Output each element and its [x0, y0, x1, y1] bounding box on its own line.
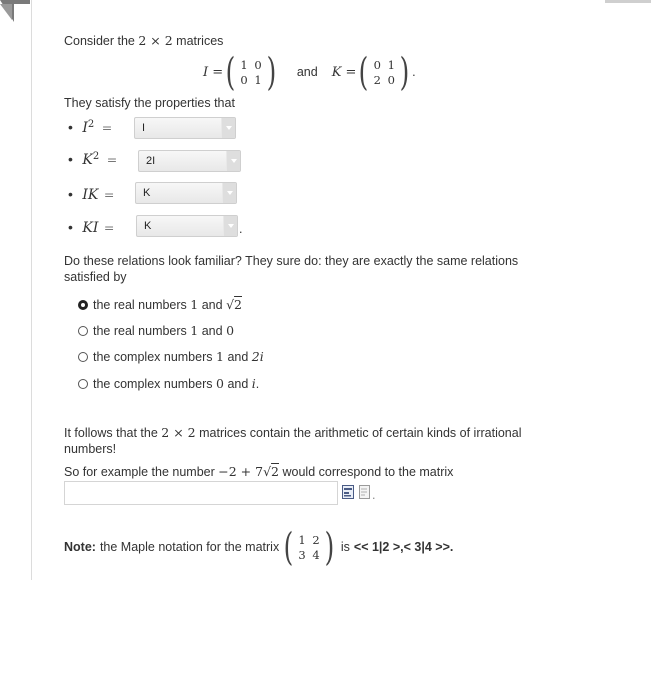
chevron-down-icon — [223, 216, 237, 236]
chevron-down-icon — [226, 151, 240, 171]
property-row-3: • IK = — [68, 186, 115, 203]
I-label: I = — [203, 64, 224, 80]
property-row-2: • $K^2$ = — [68, 151, 118, 169]
maple-notation: << 1|2 >,< 3|4 >>. — [353, 540, 454, 554]
and-word: and — [296, 65, 318, 79]
note-text: the Maple notation for the matrix — [99, 540, 280, 554]
intro-dims: 2 × 2 — [138, 33, 173, 48]
intro-prefix: Consider the — [64, 34, 135, 48]
preview-icon[interactable] — [359, 485, 371, 499]
property-2-select[interactable]: 2I — [138, 150, 241, 172]
chevron-down-icon — [221, 118, 235, 138]
option-2-label[interactable]: the real numbers 1 and 0 — [93, 323, 235, 338]
matrix-definitions — [203, 52, 416, 92]
question-line-1: Do these relations look familiar? They sure do: they are exactly the same relations — [64, 254, 519, 268]
option-2-radio[interactable] — [78, 326, 88, 336]
property-1-select[interactable]: I — [134, 117, 236, 139]
followup-line-2: numbers! — [64, 442, 117, 456]
chevron-down-icon — [222, 183, 236, 203]
corner-marker-icon — [0, 0, 30, 28]
properties-period: . — [239, 222, 243, 236]
property-4-select[interactable]: K — [136, 215, 238, 237]
note-matrix: ( 1 2 3 4 ) — [283, 525, 335, 569]
matrix-answer-input[interactable] — [64, 481, 338, 505]
option-4-label[interactable]: the complex numbers 0 and i. — [93, 376, 260, 391]
note-label: Note: — [64, 540, 96, 554]
option-3-radio[interactable] — [78, 352, 88, 362]
intro-suffix: matrices — [176, 34, 224, 48]
note-is-word: is — [340, 540, 350, 554]
K-label: K = — [331, 64, 357, 80]
preview-dot: . — [372, 488, 376, 502]
top-right-bar — [605, 0, 651, 3]
intro-period: . — [412, 65, 416, 79]
option-1-radio[interactable] — [78, 300, 88, 310]
K-matrix: ( 0 1 2 0 ) — [359, 50, 410, 94]
followup-line-3: So for example the number −2 + 7√2 would correspond to the matrix — [64, 464, 454, 479]
property-row-4: • KI = — [68, 219, 115, 236]
property-3-select[interactable]: K — [135, 182, 237, 204]
question-line-2: satisfied by — [64, 270, 127, 284]
equation-editor-icon[interactable] — [342, 485, 354, 499]
intro-line — [64, 33, 223, 48]
note-line — [64, 525, 453, 569]
I-matrix: ( 1 0 0 1 ) — [225, 50, 277, 94]
left-divider — [31, 0, 32, 580]
option-3-label[interactable]: the complex numbers 1 and 2i — [93, 349, 264, 364]
option-1-label[interactable]: the real numbers 1 and √2 — [93, 297, 242, 312]
followup-line-1: It follows that the 2 × 2 matrices contain the arithmetic of certain kinds of irrational — [64, 425, 522, 440]
property-row-1: • $I^2$ = — [68, 119, 113, 137]
properties-heading: They satisfy the properties that — [64, 96, 235, 110]
option-4-radio[interactable] — [78, 379, 88, 389]
